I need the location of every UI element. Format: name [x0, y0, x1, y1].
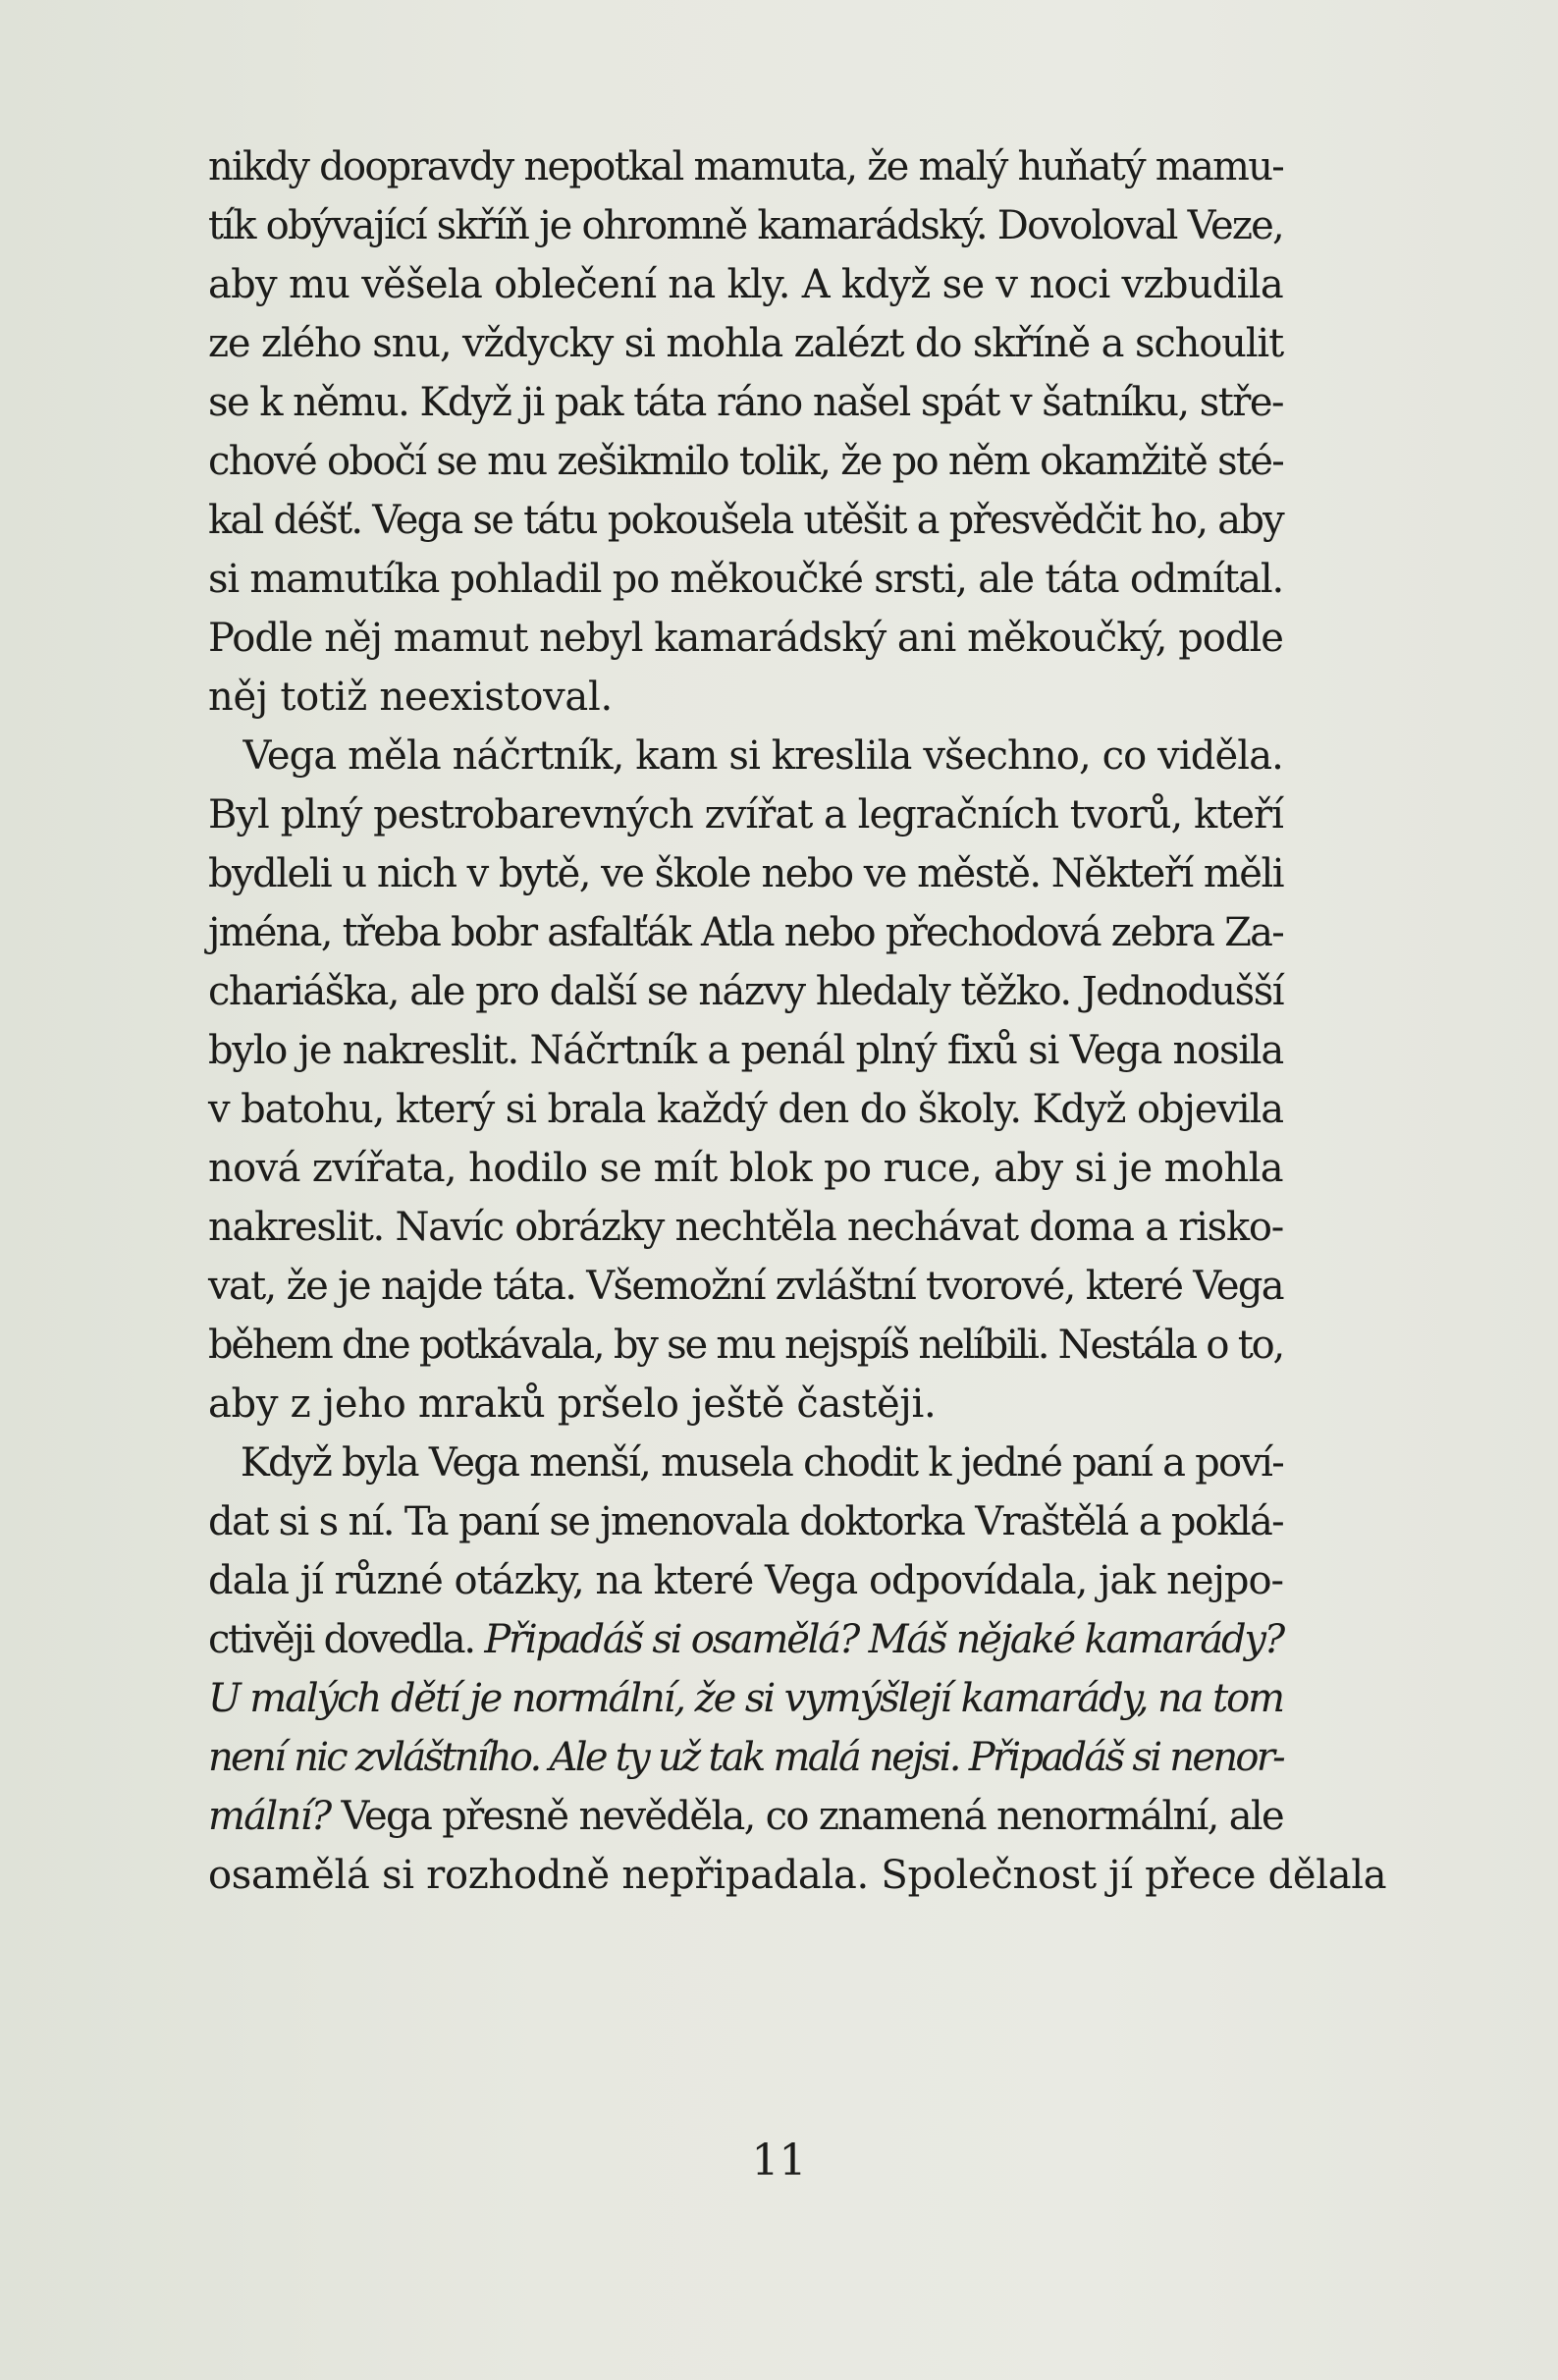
text-segment: nikdy doopravdy nepotkal mamuta, že malý huňatý mamu-	[208, 144, 1283, 189]
text-line	[208, 1492, 1283, 1551]
text-line	[208, 550, 1283, 609]
text-segment: Vega měla náčrtník, kam si kreslila všechno, co viděla.	[208, 733, 1283, 779]
text-segment: v batohu, který si brala každý den do školy. Když objevila	[208, 1087, 1283, 1132]
text-segment: během dne potkávala, by se mu nejspíš nelíbili. Nestála o to,	[208, 1323, 1283, 1368]
text-line	[208, 1551, 1283, 1610]
text-segment: chové obočí se mu zešikmilo tolik, že po něm okamžitě sté-	[208, 439, 1283, 484]
text-line	[208, 785, 1283, 844]
text-segment: si mamutíka pohladil po měkoučké srsti, ale táta odmítal.	[208, 557, 1283, 602]
italic-text: U malých dětí je normální, že si vymýšlejí kamarády, na tom	[208, 1676, 1283, 1721]
text-line	[208, 1375, 1283, 1433]
text-line	[208, 1316, 1283, 1375]
text-segment: aby z jeho mraků pršelo ještě častěji.	[208, 1381, 937, 1427]
body-text	[208, 137, 1387, 1905]
text-segment: něj totiž neexistoval.	[208, 675, 613, 720]
text-line	[208, 255, 1283, 314]
text-segment: se k němu. Když ji pak táta ráno našel spát v šatníku, stře-	[208, 380, 1283, 425]
text-line	[208, 373, 1283, 432]
text-segment: bydleli u nich v bytě, ve škole nebo ve městě. Někteří měli	[208, 851, 1283, 896]
italic-text: není nic zvláštního. Ale ty už tak malá nejsi. Připadáš si nenor-	[208, 1735, 1283, 1780]
text-segment: ctivěji dovedla.	[208, 1617, 485, 1662]
text-segment: ze zlého snu, vždycky si mohla zalézt do skříně a schoulit	[208, 321, 1283, 366]
text-segment: Byl plný pestrobarevných zvířat a legračních tvorů, kteří	[208, 792, 1283, 838]
text-line	[208, 432, 1283, 491]
text-segment: Vega přesně nevěděla, co znamená nenormální, ale	[330, 1794, 1283, 1839]
text-line	[208, 1728, 1283, 1787]
text-line	[208, 668, 1283, 727]
text-line	[208, 1610, 1283, 1669]
text-line	[208, 903, 1283, 962]
text-segment: jména, třeba bobr asfalťák Atla nebo přechodová zebra Za-	[208, 910, 1283, 955]
text-line	[208, 314, 1283, 373]
page-number: 11	[751, 2136, 807, 2186]
text-line	[208, 1787, 1283, 1846]
text-segment: vat, že je najde táta. Všemožní zvláštní tvorové, které Vega	[208, 1264, 1283, 1309]
italic-text: mální?	[208, 1794, 331, 1839]
text-line	[208, 1433, 1283, 1492]
text-segment: nová zvířata, hodilo se mít blok po ruce, aby si je mohla	[208, 1146, 1283, 1191]
text-line	[208, 727, 1283, 785]
text-line	[208, 1021, 1283, 1080]
text-segment: nakreslit. Navíc obrázky nechtěla nechávat doma a risko-	[208, 1205, 1283, 1250]
text-segment: kal déšť. Vega se tátu pokoušela utěšit a přesvědčit ho, aby	[208, 498, 1283, 543]
text-segment: Když byla Vega menší, musela chodit k jedné paní a poví-	[208, 1440, 1283, 1486]
text-line	[208, 1669, 1283, 1728]
text-line	[208, 1846, 1387, 1905]
text-line	[208, 1257, 1283, 1316]
text-segment: dala jí různé otázky, na které Vega odpovídala, jak nejpo-	[208, 1558, 1283, 1603]
text-segment: dat si s ní. Ta paní se jmenovala doktorka Vraštělá a poklá-	[208, 1499, 1283, 1544]
text-line	[208, 844, 1283, 903]
text-line	[208, 491, 1283, 550]
text-segment: aby mu věšela oblečení na kly. A když se v noci vzbudila	[208, 262, 1283, 307]
text-segment: Podle něj mamut nebyl kamarádský ani měkoučký, podle	[208, 616, 1283, 661]
text-segment: tík obývající skříň je ohromně kamarádský. Dovoloval Veze,	[208, 203, 1283, 248]
text-segment: bylo je nakreslit. Náčrtník a penál plný fixů si Vega nosila	[208, 1028, 1283, 1073]
text-line	[208, 1139, 1283, 1198]
italic-text: Připadáš si osamělá? Máš nějaké kamarády?	[484, 1617, 1283, 1662]
text-line	[208, 1198, 1283, 1257]
text-line	[208, 196, 1283, 255]
text-segment: chariáška, ale pro další se názvy hledaly těžko. Jednodušší	[208, 969, 1283, 1014]
text-line	[208, 1080, 1283, 1139]
text-line	[208, 137, 1283, 196]
text-line	[208, 609, 1283, 668]
text-segment: osamělá si rozhodně nepřipadala. Společnost jí přece dělala	[208, 1853, 1387, 1898]
text-line	[208, 962, 1283, 1021]
